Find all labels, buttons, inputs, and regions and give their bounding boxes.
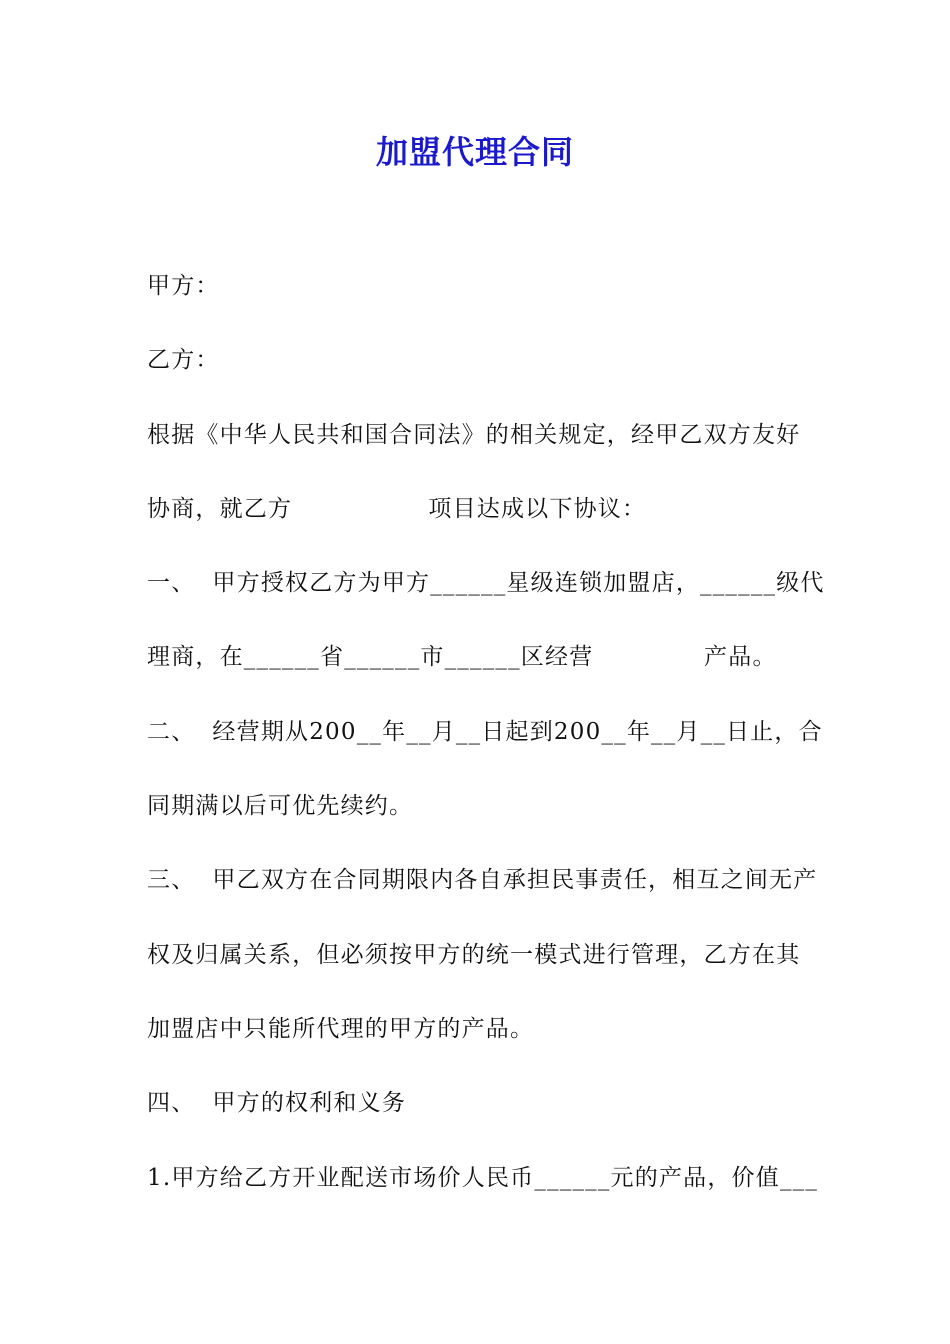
party-a-line: 甲方：	[147, 273, 220, 299]
clause-2-line-1: 二、 经营期从200__年__月__日起到200__年__月__日止，合	[147, 719, 823, 745]
clause-4-heading: 四、 甲方的权利和义务	[147, 1090, 407, 1116]
party-b-line: 乙方：	[147, 347, 220, 373]
clause-4-item-1: 1.甲方给乙方开业配送市场价人民币______元的产品，价值___	[147, 1165, 819, 1191]
preamble-line-2: 协商，就乙方 项目达成以下协议：	[147, 496, 647, 522]
document-title: 加盟代理合同	[375, 133, 574, 171]
clause-3-line-2: 权及归属关系，但必须按甲方的统一模式进行管理，乙方在其	[147, 942, 801, 968]
clause-2-line-2: 同期满以后可优先续约。	[147, 793, 414, 819]
clause-3-line-3: 加盟店中只能所代理的甲方的产品。	[147, 1016, 535, 1042]
clause-1-line-1: 一、 甲方授权乙方为甲方______星级连锁加盟店，______级代	[147, 570, 825, 596]
clause-3-line-1: 三、 甲乙双方在合同期限内各自承担民事责任，相互之间无产	[147, 867, 818, 893]
clause-1-line-2: 理商，在______省______市______区经营 产品。	[147, 644, 777, 670]
preamble-line-1: 根据《中华人民共和国合同法》的相关规定，经甲乙双方友好	[147, 422, 801, 448]
